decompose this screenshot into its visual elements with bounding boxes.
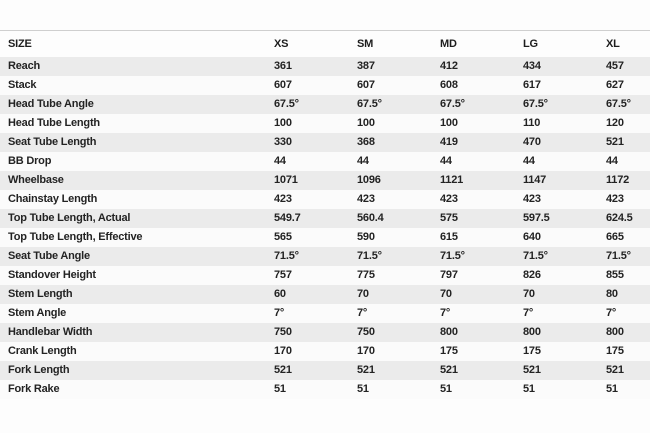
row-label: Stack — [8, 79, 37, 91]
row-value: 170 — [274, 345, 292, 357]
row-value: 627 — [606, 79, 624, 91]
row-value: 470 — [523, 136, 541, 148]
row-value: 7° — [440, 307, 451, 319]
row-value: 665 — [606, 231, 624, 243]
row-value: 67.5° — [274, 98, 299, 110]
row-value: 521 — [606, 136, 624, 148]
row-label: Head Tube Length — [8, 117, 100, 129]
row-value: 67.5° — [357, 98, 382, 110]
row-value: 640 — [523, 231, 541, 243]
row-value: 51 — [440, 383, 452, 395]
header-col-lg: LG — [523, 37, 538, 50]
row-value: 1147 — [523, 174, 547, 186]
table-row — [0, 133, 650, 152]
row-label: Stem Angle — [8, 307, 67, 319]
row-value: 423 — [606, 193, 624, 205]
row-value: 521 — [274, 364, 292, 376]
row-value: 44 — [523, 155, 535, 167]
table-row — [0, 361, 650, 380]
row-value: 521 — [606, 364, 624, 376]
row-value: 750 — [357, 326, 375, 338]
table-row — [0, 76, 650, 95]
row-label: Top Tube Length, Actual — [8, 212, 131, 224]
row-value: 423 — [440, 193, 458, 205]
row-value: 67.5° — [523, 98, 548, 110]
row-value: 615 — [440, 231, 458, 243]
row-value: 67.5° — [606, 98, 631, 110]
row-label: Handlebar Width — [8, 326, 93, 338]
row-value: 521 — [440, 364, 458, 376]
row-value: 607 — [357, 79, 375, 91]
table-row — [0, 114, 650, 133]
row-value: 560.4 — [357, 212, 384, 224]
row-value: 51 — [606, 383, 618, 395]
row-value: 110 — [523, 117, 541, 129]
row-label: Standover Height — [8, 269, 96, 281]
row-value: 71.5° — [440, 250, 465, 262]
table-row — [0, 95, 650, 114]
row-value: 590 — [357, 231, 375, 243]
row-label: BB Drop — [8, 155, 52, 167]
row-value: 71.5° — [357, 250, 382, 262]
row-value: 607 — [274, 79, 292, 91]
row-value: 60 — [274, 288, 286, 300]
row-label: Stem Length — [8, 288, 73, 300]
row-value: 521 — [357, 364, 375, 376]
row-value: 565 — [274, 231, 292, 243]
row-value: 44 — [357, 155, 369, 167]
row-value: 175 — [523, 345, 541, 357]
row-value: 423 — [357, 193, 375, 205]
header-size-label: SIZE — [8, 37, 32, 50]
header-col-xl: XL — [606, 37, 620, 50]
row-value: 44 — [274, 155, 286, 167]
row-label: Reach — [8, 60, 41, 72]
geometry-table — [0, 30, 650, 399]
row-label: Fork Rake — [8, 383, 60, 395]
row-value: 434 — [523, 60, 541, 72]
row-value: 67.5° — [440, 98, 465, 110]
row-value: 170 — [357, 345, 375, 357]
table-body — [0, 57, 650, 399]
header-col-xs: XS — [274, 37, 289, 50]
row-value: 797 — [440, 269, 458, 281]
row-value: 120 — [606, 117, 624, 129]
row-value: 44 — [440, 155, 452, 167]
row-value: 7° — [357, 307, 368, 319]
row-value: 7° — [606, 307, 617, 319]
row-value: 71.5° — [274, 250, 299, 262]
table-row — [0, 228, 650, 247]
table-row — [0, 342, 650, 361]
row-value: 100 — [440, 117, 458, 129]
row-value: 71.5° — [523, 250, 548, 262]
row-value: 826 — [523, 269, 541, 281]
row-value: 549.7 — [274, 212, 301, 224]
row-value: 361 — [274, 60, 292, 72]
row-value: 80 — [606, 288, 618, 300]
row-label: Crank Length — [8, 345, 77, 357]
table-header — [0, 31, 650, 57]
row-value: 7° — [274, 307, 285, 319]
row-value: 1121 — [440, 174, 464, 186]
row-value: 800 — [440, 326, 458, 338]
table-row — [0, 171, 650, 190]
row-value: 100 — [274, 117, 292, 129]
row-label: Top Tube Length, Effective — [8, 231, 143, 243]
row-value: 597.5 — [523, 212, 550, 224]
table-row — [0, 57, 650, 76]
row-value: 855 — [606, 269, 624, 281]
row-value: 70 — [440, 288, 452, 300]
row-label: Head Tube Angle — [8, 98, 94, 110]
table-row — [0, 209, 650, 228]
row-label: Chainstay Length — [8, 193, 98, 205]
row-value: 457 — [606, 60, 624, 72]
row-value: 608 — [440, 79, 458, 91]
row-value: 175 — [440, 345, 458, 357]
table-row — [0, 266, 650, 285]
row-value: 419 — [440, 136, 458, 148]
row-value: 423 — [523, 193, 541, 205]
table-row — [0, 380, 650, 399]
row-value: 775 — [357, 269, 375, 281]
table-row — [0, 190, 650, 209]
row-label: Seat Tube Angle — [8, 250, 90, 262]
row-value: 70 — [357, 288, 369, 300]
row-value: 412 — [440, 60, 458, 72]
row-value: 1071 — [274, 174, 298, 186]
row-value: 521 — [523, 364, 541, 376]
table-row — [0, 247, 650, 266]
row-value: 1172 — [606, 174, 630, 186]
row-value: 7° — [523, 307, 534, 319]
row-value: 750 — [274, 326, 292, 338]
row-value: 71.5° — [606, 250, 631, 262]
row-value: 70 — [523, 288, 535, 300]
row-label: Wheelbase — [8, 174, 64, 186]
row-value: 368 — [357, 136, 375, 148]
row-value: 575 — [440, 212, 458, 224]
table-row — [0, 304, 650, 323]
row-value: 44 — [606, 155, 618, 167]
row-value: 423 — [274, 193, 292, 205]
row-value: 617 — [523, 79, 541, 91]
table-row — [0, 152, 650, 171]
row-value: 51 — [274, 383, 286, 395]
row-value: 800 — [523, 326, 541, 338]
row-value: 175 — [606, 345, 624, 357]
header-col-md: MD — [440, 37, 457, 50]
header-col-sm: SM — [357, 37, 374, 50]
row-value: 1096 — [357, 174, 381, 186]
row-label: Fork Length — [8, 364, 70, 376]
table-row — [0, 323, 650, 342]
table-row — [0, 285, 650, 304]
row-value: 330 — [274, 136, 292, 148]
row-value: 757 — [274, 269, 292, 281]
row-value: 100 — [357, 117, 375, 129]
row-value: 51 — [357, 383, 369, 395]
row-value: 387 — [357, 60, 375, 72]
row-label: Seat Tube Length — [8, 136, 97, 148]
row-value: 624.5 — [606, 212, 633, 224]
row-value: 51 — [523, 383, 535, 395]
row-value: 800 — [606, 326, 624, 338]
